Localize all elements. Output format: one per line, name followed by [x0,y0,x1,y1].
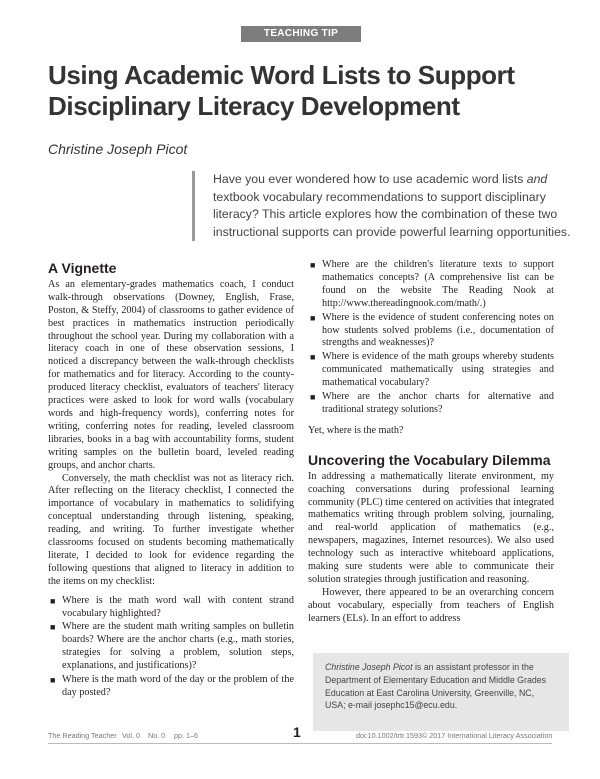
abstract-emphasis: and [526,172,548,186]
list-item-text: Where is the math word of the day or the problem of the day posted? [62,674,294,698]
footer-doi: doi:10.1002/trtr.1593 [356,731,422,740]
vignette-paragraph-1: As an elementary-grades mathematics coach, I conduct walk-through observations (Downey, English, Frase, Poston, & Steffy, 2004) of classrooms to gather evidence of best practices in mathematics instruction periodically throughout the school year. During my collaboration with a literacy coach in one of these observation sessions, I noticed a discrepancy between the walk-through checklists for mathematics and for literacy. According to the county-produced literacy checklist, evaluators of teachers' literacy practices were asked to look for word walls (vocabulary words and high-frequency words), conferring notes for writing, conferring notes for reading, leveled classroom libraries, books in a bag with accountability forms, student writing samples on the bulletin board, leveled reading groups, and anchor charts. [48,278,294,471]
list-item [48,674,294,700]
list-item-text: Where is evidence of the math groups whereby students communicated mathematically using strategies and mathematical vocabulary? [322,351,554,389]
right-column [308,259,554,626]
bio-author-name: Christine Joseph Picot [325,662,413,672]
article-title: Using Academic Word Lists to Support Disciplinary Literacy Development [48,60,515,121]
footer-pages: pp. 1–6 [174,731,198,740]
dilemma-heading: Uncovering the Vocabulary Dilemma [308,451,551,468]
bio-text: is an assistant professor in the Department of Elementary Education and Middle Grades Education at East Carolina University, Greenville, NC, USA; e-mail josephc15@ecu.edu. [325,662,547,711]
abstract-text-1: Have you ever wondered how to use academic word lists [213,172,527,186]
list-item-text: Where are the children's literature texts to support mathematics concepts? (A comprehensive list can be found on the website The Reading Nook at http://www.thereadingnook.com/math/.) [322,259,554,309]
checklist-questions-left [48,595,294,700]
teaching-tip-tag: TEACHING TIP [241,26,361,42]
dilemma-paragraph-2: However, there appeared to be an overarching concern about vocabulary, especially from teachers of English learners (ELs). In an effort to address [308,586,554,624]
page-number: 1 [293,724,301,740]
bullet-icon: ■ [50,622,56,633]
bullet-icon: ■ [310,312,316,323]
list-item [48,595,294,621]
list-item-text: Where is the evidence of student conferencing notes on how students solved problems (i.e., documentation of strengths and weaknesses)? [322,311,554,349]
footer-number: No. 0 [148,731,166,740]
footer-volume: Vol. 0 [122,731,140,740]
list-item [308,391,554,417]
author-name: Christine Joseph Picot [48,141,188,157]
list-item [308,351,554,390]
left-column [48,262,294,706]
checklist-questions-right [308,259,554,417]
bullet-icon: ■ [50,595,56,606]
where-math-text: Yet, where is the math? [308,424,404,436]
footer-copyright: © 2017 International Literacy Association [422,731,553,740]
footer-divider [48,743,552,744]
list-item [308,259,554,311]
list-item-text: Where are the anchor charts for alternative and traditional strategy solutions? [322,391,554,415]
vignette-heading: A Vignette [48,260,117,276]
list-item [48,621,294,673]
bullet-icon: ■ [310,260,316,270]
dilemma-paragraph-1: In addressing a mathematically literate environment, my coaching conversations during professional learning community (PLC) time centered on activities that integrated mathematics writing through problem solving, journaling, and real-world application of mathematics (e.g., newspapers, magazines, Internet resources). We also used technology such as interactive whiteboard applications, making sure students were able to communicate their solution strategies through justification and reasoning. [308,470,554,585]
bullet-icon: ■ [310,352,316,363]
abstract-text-2: textbook vocabulary recommendations to support disciplinary literacy? This article explores how the combination of these two instructional supports can provide powerful learning opportunities. [213,189,571,239]
bullet-icon: ■ [310,392,316,403]
list-item-text: Where are the student math writing samples on bulletin boards? Where are the anchor charts (e.g., math stories, strategies for solving a problem, solution steps, explanations, and justifications)? [62,621,294,672]
footer-journal: The Reading Teacher [48,731,117,740]
author-bio-box [313,653,569,731]
vignette-paragraph-2: Conversely, the math checklist was not as literacy rich. After reflecting on the literacy checklist, I connected the importance of vocabulary in mathematics to solidifying conceptual understanding through listening, speaking, reading, and writing. To further investigate whether classrooms focused on students becoming mathematically literate, I decided to look for evidence regarding the following questions that aligned to literacy in addition to the items on my checklist: [48,472,294,587]
list-item-text: Where is the math word wall with content strand vocabulary highlighted? [62,594,294,619]
abstract [192,171,573,241]
list-item [308,312,554,351]
bullet-icon: ■ [50,675,56,686]
